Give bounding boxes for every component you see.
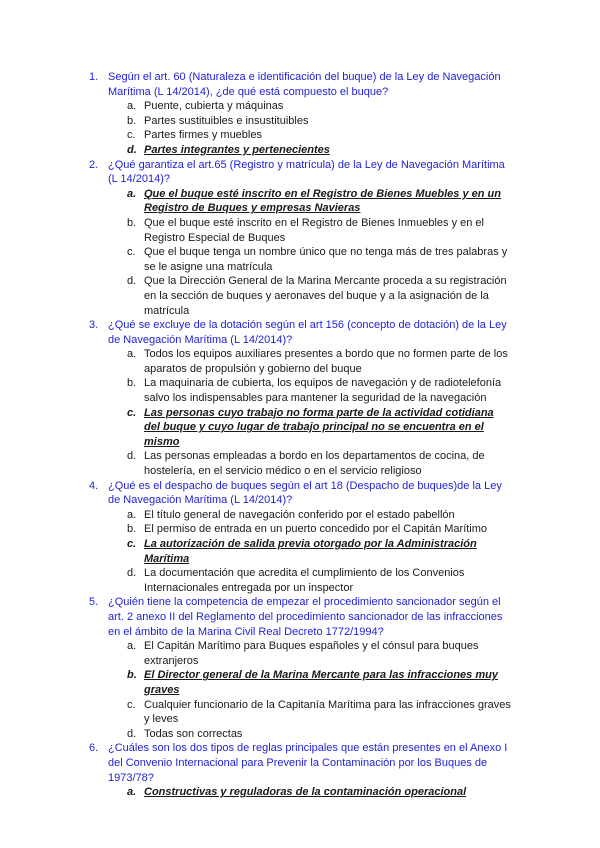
answer-option (0, 128, 600, 143)
answer-letter: d. (127, 727, 137, 740)
answer-text: Cualquier funcionario de la Capitanía Marítima para las infracciones graves y leves (144, 698, 511, 726)
answer-letter: c. (127, 406, 137, 419)
answer-text: Que el buque esté inscrito en el Registro de Bienes Muebles y en un Registro de Buques y empresas Navieras (144, 187, 501, 215)
answer-option (0, 99, 600, 114)
question-6 (0, 741, 600, 785)
answer-letter: a. (127, 640, 137, 653)
answer-option (0, 698, 600, 727)
answer-text: La maquinaria de cubierta, los equipos de navegación y de radiotelefonía salvo los indispensables para mantener la seguridad de la navegación (144, 377, 502, 405)
answer-option (0, 216, 600, 245)
answer-letter: a. (127, 187, 137, 200)
answer-text: El título general de navegación conferido por el estado pabellón (144, 508, 455, 521)
answer-letter: a. (127, 786, 137, 799)
answer-option (0, 508, 600, 523)
question-text: ¿Quién tiene la competencia de empezar el procedimiento sancionador según el art. 2 anexo II del Reglamento del procedimiento sancionador de las infracciones en el ámbito de la Marina Civil Real Decreto 1772/1994? (108, 596, 503, 638)
answer-text: Partes sustituibles e insustituibles (144, 114, 309, 127)
question-5 (0, 595, 600, 639)
answer-text: Partes integrantes y pertenecientes (144, 143, 330, 156)
question-number: 4. (89, 479, 99, 492)
answer-letter: b. (127, 216, 137, 229)
answer-letter: d. (127, 567, 137, 580)
question-text: ¿Qué es el despacho de buques según el art 18 (Despacho de buques)de la Ley de Navegación Marítima (L 14/2014)? (108, 479, 502, 507)
question-3 (0, 318, 600, 347)
answer-text: El Director general de la Marina Mercante para las infracciones muy graves (144, 669, 498, 696)
answer-text: El Capitán Marítimo para Buques españoles y el cónsul para buques extranjeros (144, 640, 479, 667)
correct-answer-option (0, 406, 600, 450)
answer-text: Las personas cuyo trabajo no forma parte de la actividad cotidiana del buque y cuyo lugar de trabajo principal no se encuentra en el mismo (144, 406, 494, 448)
correct-answer-option (0, 785, 600, 800)
answer-text: Que la Dirección General de la Marina Mercante proceda a su registración en la sección de buques y aeronaves del buque y a la asignación de la matrícula (144, 275, 507, 317)
question-number: 5. (89, 596, 99, 609)
answer-text: Las personas empleadas a bordo en los departamentos de cocina, de hostelería, en el servicio médico o en el servicio religioso (144, 450, 485, 478)
answer-text: El permiso de entrada en un puerto concedido por el Capitán Marítimo (144, 523, 488, 536)
answer-text: La documentación que acredita el cumplimiento de los Convenios Internacionales entregada por un inspector (144, 567, 465, 594)
answer-text: Todas son correctas (144, 727, 243, 740)
answer-option (0, 727, 600, 742)
answer-option (0, 376, 600, 405)
answer-letter: b. (127, 377, 137, 390)
answer-option (0, 639, 600, 668)
correct-answer-option (0, 187, 600, 216)
answer-text: Que el buque esté inscrito en el Registro de Bienes Inmuebles y en el Registro Especial de Buques (144, 216, 484, 244)
answer-option (0, 522, 600, 537)
answer-letter: a. (127, 508, 137, 521)
answer-letter: c. (127, 538, 137, 550)
answer-text: Puente, cubierta y máquinas (144, 100, 284, 113)
answer-option (0, 449, 600, 478)
answer-letter: d. (127, 143, 137, 156)
question-text: ¿Qué se excluye de la dotación según el art 156 (concepto de dotación) de la Ley de Navegación Marítima (L 14/2014)? (108, 319, 507, 346)
answer-letter: a. (127, 100, 137, 113)
answer-letter: b. (127, 114, 137, 127)
question-number: 2. (89, 158, 99, 171)
answer-option (0, 245, 600, 274)
question-text: ¿Cuáles son los dos tipos de reglas principales que están presentes en el Anexo I del Convenio Internacional para Prevenir la Contaminación por los Buques de 1973/78? (108, 742, 508, 784)
correct-answer-option (0, 537, 600, 566)
answer-option (0, 274, 600, 318)
correct-answer-option (0, 143, 600, 158)
answer-letter: c. (127, 698, 136, 711)
question-4 (0, 479, 600, 508)
question-number: 1. (89, 71, 99, 83)
answer-option (0, 347, 600, 376)
question-number: 6. (89, 742, 99, 755)
answer-letter: b. (127, 669, 137, 682)
question-2 (0, 158, 600, 187)
answer-option (0, 566, 600, 595)
answer-text: Partes firmes y muebles (144, 129, 262, 142)
question-text: ¿Qué garantiza el art.65 (Registro y matrícula) de la Ley de Navegación Marítima (L 14/2014)? (108, 158, 505, 186)
answer-letter: c. (127, 129, 136, 142)
answer-letter: c. (127, 246, 136, 259)
answer-letter: a. (127, 348, 137, 361)
document-page (0, 70, 600, 800)
answer-letter: d. (127, 450, 137, 463)
answer-text: Constructivas y reguladoras de la contaminación operacional (144, 786, 467, 799)
answer-text: Que el buque tenga un nombre único que no tenga más de tres palabras y se le asigne una matrícula (144, 246, 508, 273)
correct-answer-option (0, 668, 600, 697)
answer-letter: d. (127, 275, 137, 288)
question-1 (0, 70, 600, 99)
answer-letter: b. (127, 523, 137, 536)
question-number: 3. (89, 319, 99, 332)
question-text: Según el art. 60 (Naturaleza e identificación del buque) de la Ley de Navegación Marítima (L 14/2014), ¿de qué está compuesto el buque? (108, 71, 501, 98)
answer-option (0, 114, 600, 129)
answer-text: Todos los equipos auxiliares presentes a bordo que no formen parte de los aparatos de propulsión y gobierno del buque (144, 348, 508, 375)
answer-text: La autorización de salida previa otorgado por la Administración Marítima (144, 538, 477, 565)
